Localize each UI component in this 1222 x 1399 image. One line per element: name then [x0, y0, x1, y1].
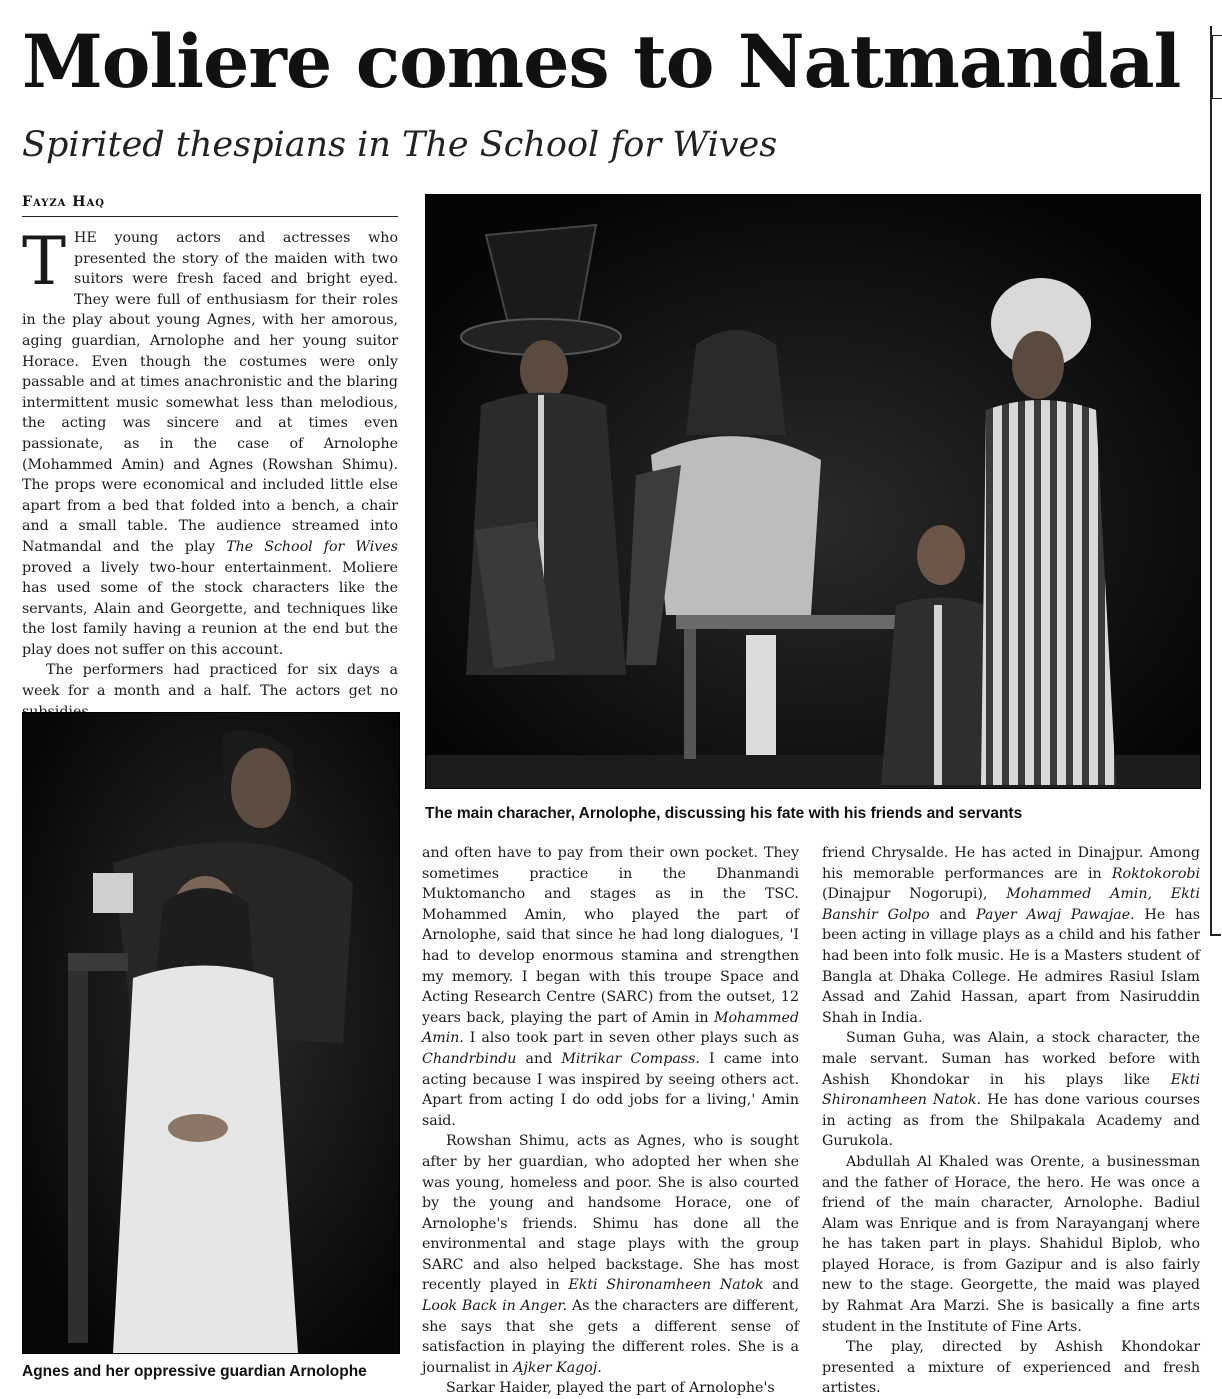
article-column-1: [22, 223, 398, 700]
paragraph-3: [422, 843, 799, 1131]
article-column-3: [822, 843, 1201, 1397]
text-run: As the characters are different, she says that she gets a different sense of satisfaction in playing the different roles. She is a journalist in: [422, 1298, 799, 1376]
main-photo-caption: The main characher, Arnolophe, discussing his fate with his friends and servants: [425, 805, 1023, 822]
play-title: Payer Awaj Pawajae.: [976, 906, 1135, 923]
paragraph-6: [822, 843, 1200, 1028]
play-title: Mitrikar Compass.: [561, 1050, 700, 1067]
stage-scene-illustration: [426, 195, 1200, 788]
adjacent-column-edge: [1212, 35, 1222, 99]
publication-name: Ajker Kagoj.: [513, 1359, 602, 1376]
text-run: Suman Guha, was Alain, a stock character, the male servant. Suman has worked before with Ashish Khondokar in his plays like: [822, 1030, 1200, 1088]
text-run: proved a lively two-hour entertainment. Moliere has used some of the stock characters like the servants, Alain and Georgette, and techniques like the lost family having a reunion at the end but the play does not suffer on this account.: [22, 559, 398, 658]
right-border-rule-end: [1210, 934, 1221, 936]
text-run: HE young actors and actresses who presented the story of the maiden with two suitors were fresh faced and bright eyed. They were full of enthusiasm for their roles in the play about young Agnes, with her amorous, aging guardian, Arnolophe and her young suitor Horace. Even though the costumes were only passable and at times anachronistic and the blaring intermittent music somewhat less than melodious, the acting was sincere and at times even passionate, as in the case of Arnolophe (Mohammed Amin) and Agnes (Rowshan Shimu). The props were economical and included little else apart from a bed that folded into a bench, a chair and a small table. The audience streamed into Natmandal and the play: [22, 230, 398, 555]
portrait-scene-illustration: [23, 713, 399, 1353]
headline: Moliere comes to Natmandal: [22, 19, 1181, 105]
text-run: and: [929, 906, 977, 923]
text-run: He has been acting in village plays as a child and his father had been into folk music. He is a Masters student of Bangla at Dhaka College. He admires Rasiul Islam Assad and Zahid Hassan, apart from Nasiruddin Shah in India.: [822, 906, 1201, 1026]
subhead: Spirited thespians in The School for Wives: [22, 125, 778, 165]
play-title: Mohammed Amin, Ekti Banshir Golpo: [822, 886, 1200, 923]
agnes-guardian-photo: [22, 712, 400, 1354]
play-title: Mohammed Amin.: [422, 1009, 799, 1047]
text-run: friend Chrysalde. He has acted in Dinajpur. Among his memorable performances are in: [822, 845, 1200, 882]
left-photo-caption: Agnes and her oppressive guardian Arnolophe: [22, 1363, 367, 1380]
paragraph-7: [822, 1028, 1200, 1152]
text-run: I also took part in seven other plays such as: [463, 1030, 799, 1047]
play-title: The School for Wives: [226, 538, 398, 555]
paragraph-4: [422, 1131, 799, 1378]
paragraph-2: The performers had practiced for six days a week for a month and a half. The actors get no: [22, 662, 398, 700]
drop-cap: T: [22, 223, 67, 300]
text-run: and: [763, 1277, 799, 1294]
paragraph-1: [22, 223, 398, 660]
text-run: (Dinajpur Nogorupi),: [822, 886, 1007, 903]
play-title: Ekti Shironamheen Natok.: [822, 1071, 1200, 1109]
text-run: I came into acting because I was inspired by seeing others act. Apart from acting I do odd jobs for a living,' Amin said.: [422, 1050, 800, 1129]
article-column-2: [422, 843, 800, 1397]
paragraph-9: The play, directed by Ashish Khondokar presented a mixture of experienced and fresh artistes.: [822, 1339, 1200, 1397]
paragraph-5: Sarkar Haider, played the part of Arnolophe's: [446, 1380, 775, 1397]
text-run: and often have to pay from their own pocket. They sometimes practice in the Dhanmandi Muktomancho and stages as in the TSC. Mohammed Amin, who played the part of Arnolophe, said that since he had long dialogues, 'I had to develop enormous stamina and strengthen my memory. I began with this troupe Space and Acting Research Centre (SARC) from the outset, 12 years back, playing the part of Amin in: [422, 845, 799, 1026]
play-title: Ekti Shironamheen Natok: [568, 1277, 764, 1294]
play-title: Look Back in Anger.: [422, 1298, 568, 1315]
paragraph-8: Abdullah Al Khaled was Orente, a businessman and the father of Horace, the hero. He was once a friend of the main character, Arnolophe. Badiul Alam was Enrique and is from Narayanganj where he has taken part in plays. Shahidul Biplob, who played Horace, is from Gazipur and is also fairly new to the stage. Georgette, the maid was played by Rahmat Ara Marzi. She is basically a fine arts student in the Institute of Fine Arts.: [822, 1153, 1200, 1335]
text-run: and: [516, 1050, 562, 1067]
main-stage-photo: [425, 194, 1201, 789]
byline: Fayza Haq: [22, 192, 398, 217]
play-title: Roktokorobi: [1111, 865, 1200, 882]
text-run: He has done various courses in acting as from the Shilpakala Academy and Gurukola.: [822, 1092, 1200, 1150]
right-border-rule: [1210, 26, 1212, 936]
play-title: Chandrbindu: [422, 1050, 517, 1067]
text-run: Rowshan Shimu, acts as Agnes, who is sought after by her guardian, who adopted her when she was young, homeless and poor. She is also courted by the young and handsome Horace, one of Arnolophe's friends. Shimu has done all the environmental and stage plays with the group SARC and also helped backstage. She has most recently played in: [422, 1133, 799, 1294]
